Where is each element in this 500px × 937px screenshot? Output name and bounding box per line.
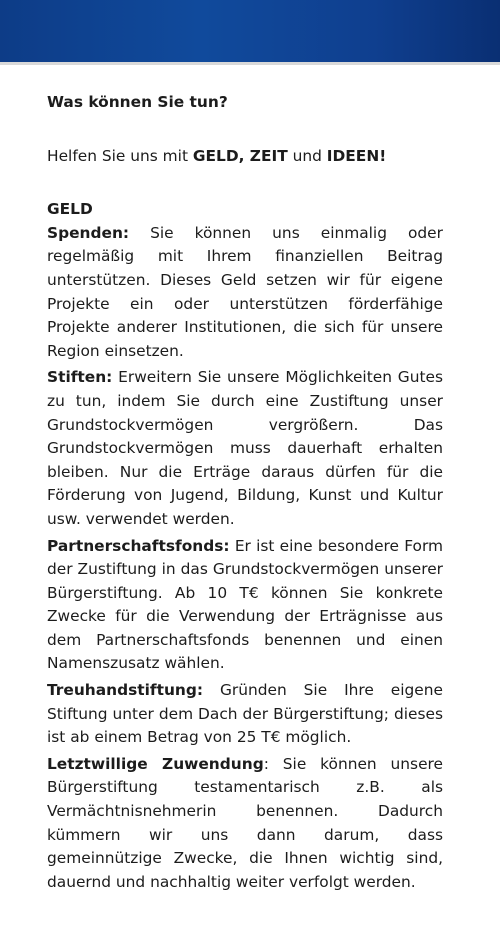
- term-zuwendung: Letztwillige Zuwendung: [47, 754, 264, 773]
- intro-emphasis: GELD, ZEIT: [192, 146, 288, 165]
- term-stiften: Stiften:: [47, 368, 113, 387]
- paragraph-partnerschaftsfonds: [47, 535, 443, 677]
- term-treuhandstiftung: Treuhandstiftung:: [47, 681, 204, 700]
- text-treuhandstiftung: Gründen Sie Ihre eigene Stiftung unter dem Dach der Bürgerstiftung; dieses ist ab einem Betrag von 25 T€ möglich.: [47, 681, 443, 747]
- paragraph-treuhandstiftung: [47, 679, 443, 750]
- term-partnerschaftsfonds: Partnerschaftsfonds:: [47, 536, 230, 555]
- text-spenden: Sie können uns einmalig oder regelmäßig mit Ihrem finanziellen Beitrag unterstützen. Dieses Geld setzen wir für eigene Projekte ein oder unterstützen förderfähige Projekte anderer Institutionen, die sich für unsere Region einsetzen.: [47, 223, 443, 360]
- paragraph-zuwendung: [47, 753, 443, 895]
- document-body: [47, 82, 443, 897]
- paragraph-stiften: [47, 366, 443, 531]
- text-zuwendung: : Sie können unsere Bürgerstiftung testamentarisch z.B. als Vermächtnisnehmerin benennen. Dadurch kümmern wir uns dann darum, dass gemeinnützige Zwecke, die Ihnen wichtig sind, dauernd und nachhaltig weiter verfolgt werden.: [47, 754, 444, 891]
- term-spenden: Spenden:: [47, 223, 130, 242]
- intro-emphasis-2: IDEEN!: [326, 146, 387, 165]
- text-partnerschaftsfonds: Er ist eine besondere Form der Zustiftung in das Grundstockvermögen unserer Bürgerstiftung. Ab 10 T€ können Sie konkrete Zwecke für die Verwendung der Erträgnisse aus dem Partnerschaftsfonds benennen und einen Namenszusatz wählen.: [47, 536, 443, 673]
- intro-line: [47, 145, 443, 169]
- section-title: GELD: [47, 200, 93, 219]
- intro-middle: und: [287, 146, 327, 165]
- intro-prefix: Helfen Sie uns mit: [47, 146, 193, 165]
- header-band: [0, 0, 500, 65]
- paragraph-spenden: [47, 222, 443, 364]
- text-stiften: Erweitern Sie unsere Möglichkeiten Gutes zu tun, indem Sie durch eine Zustiftung unser Grundstockvermögen vergrößern. Das Grundstockvermögen muss dauerhaft erhalten bleiben. Nur die Erträge daraus dürfen für die Förderung von Jugend, Bildung, Kunst und Kultur usw. verwendet werden.: [47, 368, 443, 528]
- page-heading: Was können Sie tun?: [47, 93, 228, 111]
